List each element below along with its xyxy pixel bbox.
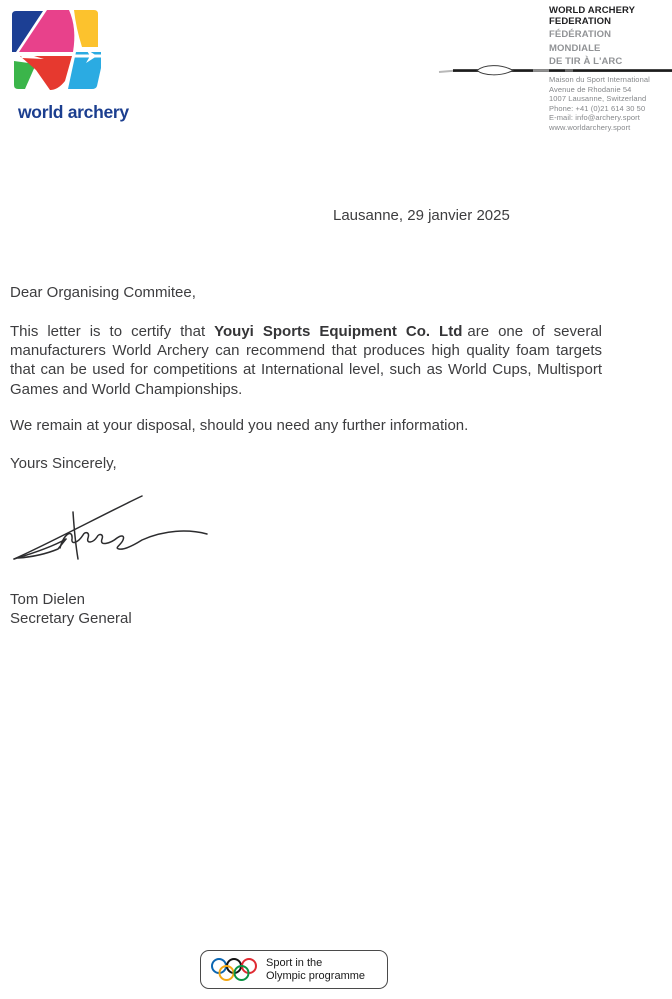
logo-wordmark: world archery: [18, 102, 129, 122]
salutation: Dear Organising Commitee,: [10, 284, 196, 301]
org-name-fr-line1: FÉDÉRATION: [549, 29, 612, 40]
olympic-label-line2: Olympic programme: [266, 969, 366, 982]
org-name-fr-line3: DE TIR À L'ARC: [549, 56, 623, 67]
org-name-en-line2: FEDERATION: [549, 15, 612, 27]
olympic-rings-icon: [210, 957, 258, 983]
olympic-label-line1: Sport in the: [266, 956, 323, 969]
body-paragraph: [10, 322, 602, 399]
olympic-programme-label: [266, 957, 365, 983]
signer-name: Tom Dielen: [10, 591, 86, 608]
world-archery-logo: [10, 8, 129, 122]
company-name: Youyi Sports Equipment Co. Ltd: [214, 323, 463, 340]
closing-line: We remain at your disposal, should you need any further information.: [10, 417, 469, 434]
org-name-fr-line2: MONDIALE: [549, 42, 601, 54]
address-line: Maison du Sport International: [549, 75, 650, 84]
org-name-block: [549, 6, 635, 68]
world-archery-logo-icon: [10, 8, 102, 94]
address-line-email: E-mail: info@archery.sport: [549, 113, 640, 122]
signer-block: [10, 590, 132, 628]
dateline: Lausanne, 29 janvier 2025: [333, 207, 510, 224]
address-line: Avenue de Rhodanie 54: [549, 84, 632, 94]
signer-title: Secretary General: [10, 610, 132, 628]
address-block: [549, 75, 650, 132]
body-text-after-bold: are one of several manufacturers World Archery can recommend that produces high quality foam targets that can be used for competitions at International level, such as World Cups, Multisport Games and World Championships.: [10, 323, 602, 398]
sign-off: Yours Sincerely,: [10, 455, 117, 472]
address-line-website: www.worldarchery.sport: [549, 122, 631, 132]
org-name-en-line1: WORLD ARCHERY: [549, 5, 636, 16]
address-line: 1007 Lausanne, Switzerland: [549, 94, 647, 103]
body-text-before-bold: This letter is to certify that: [10, 323, 215, 340]
olympic-programme-badge: [200, 950, 388, 989]
address-line-phone: Phone: +41 (0)21 614 30 50: [549, 103, 646, 113]
signature-icon: [10, 487, 210, 567]
